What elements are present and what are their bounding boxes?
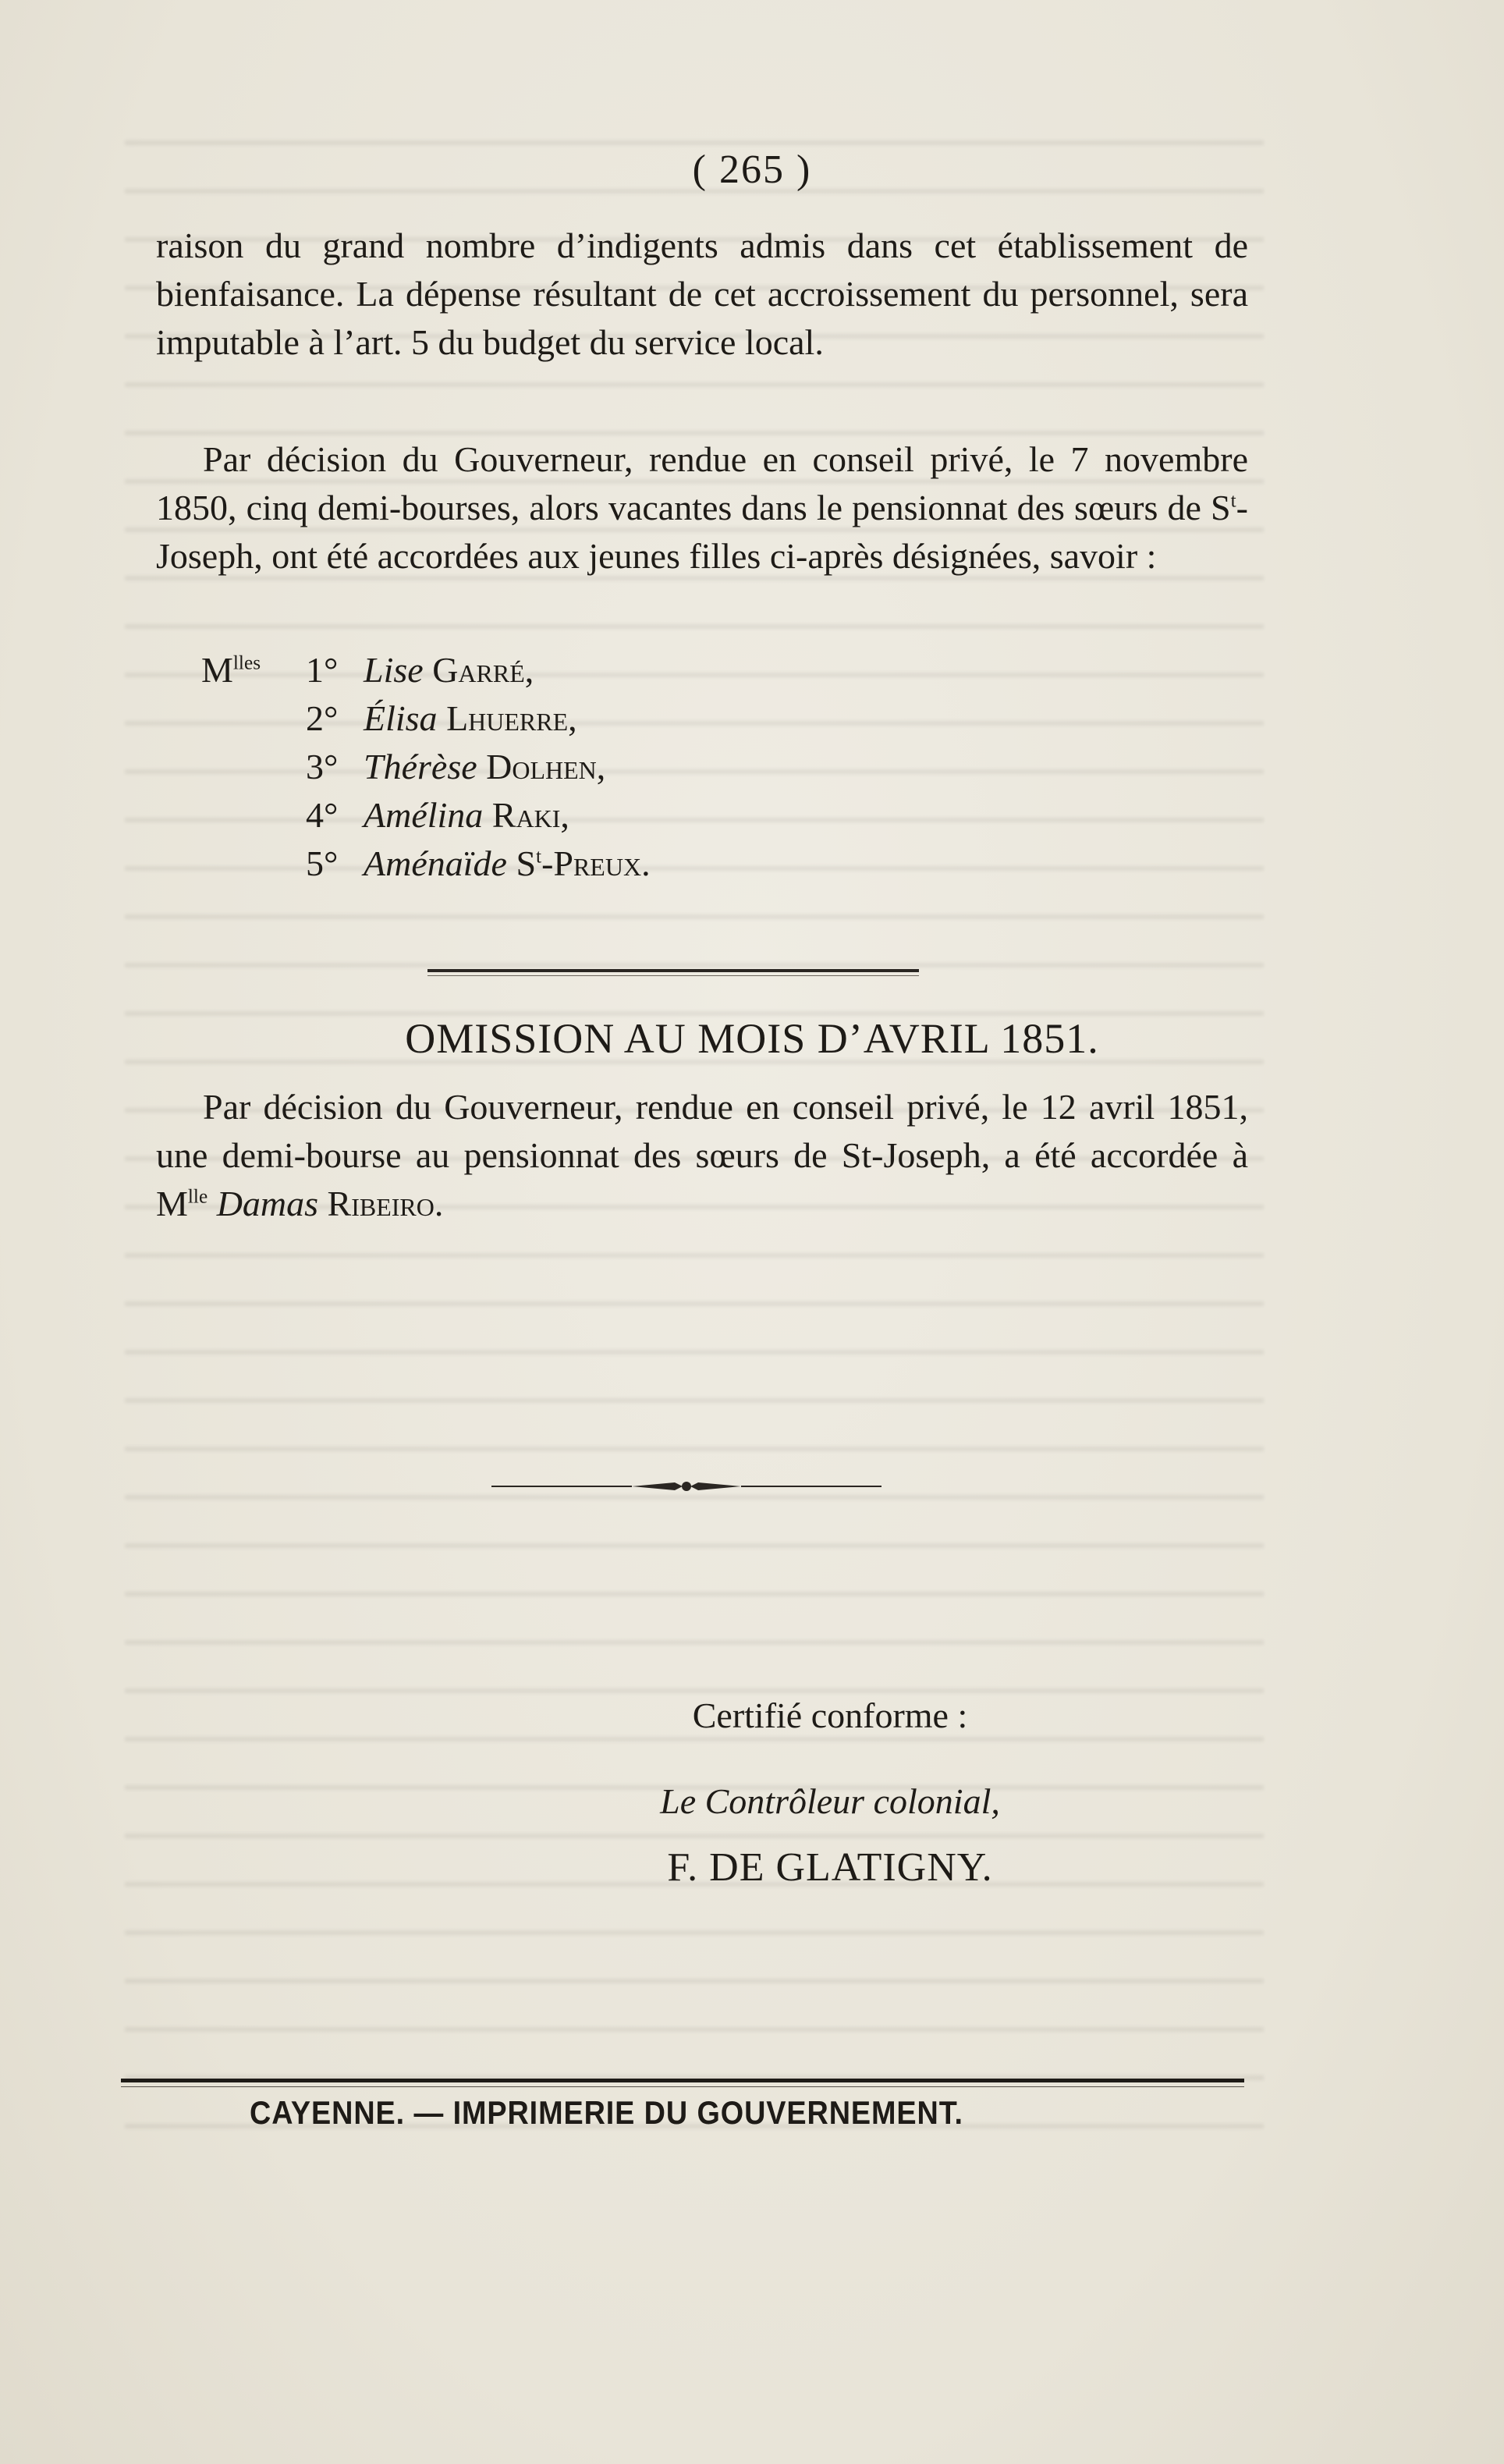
list-prefix: $M^{lles}$ [201, 650, 261, 690]
recipient-name: Amélina Raki, [364, 795, 569, 835]
list-number: 1° [306, 650, 339, 690]
footer-divider [121, 2079, 1244, 2082]
list-number: 5° [306, 843, 339, 883]
superscript: lle [187, 1185, 208, 1208]
printer-imprint: CAYENNE. — IMPRIMERIE DU GOUVERNEMENT. [250, 2094, 963, 2131]
recipient-name: Aménaïde $S^t$-Preux. [364, 843, 651, 883]
recipient-name: Élisa Lhuerre, [364, 698, 577, 738]
certification-title: Le Contrôleur colonial, [660, 1781, 1000, 1821]
list-number: 4° [306, 795, 339, 835]
paragraph-text: -Joseph, ont été accordées aux jeunes filles ci-après désignées, savoir : [156, 488, 1248, 576]
page-number: ( 265 ) [692, 147, 812, 192]
section-divider-thin [427, 975, 919, 976]
list-number: 3° [306, 747, 339, 786]
recipient-first-name: Damas [216, 1184, 319, 1223]
paragraph-text: Par décision du Gouverneur, rendue en conseil privé, le 12 avril 1851, une demi-bourse au pensionnat des sœurs de St-Joseph, a été accordée à M [156, 1087, 1248, 1223]
superscript: t [1230, 489, 1236, 512]
recipient-name: Lise Garré, [364, 650, 534, 690]
ornament-divider [491, 1475, 881, 1498]
section-divider [427, 969, 919, 972]
footer-divider-thin [121, 2086, 1244, 2087]
recipient-name: Thérèse Dolhen, [364, 747, 606, 786]
paragraph-continuation: raison du grand nombre d’indigents admis dans cet établissement de bienfaisance. La dépense résultant de cet accroissement du personnel, sera imputable à l’art. 5 du budget du service local. [156, 225, 1248, 362]
certification-signature: F. DE GLATIGNY. [667, 1845, 993, 1890]
recipient-last-name: Ribeiro [327, 1184, 435, 1223]
paragraph-decision-1851: Par décision du Gouverneur, rendue en conseil privé, le 12 avril 1851, une demi-bourse au pensionnat des sœurs de St-Joseph, a été accordée à $M^{lle}$ Damas Ribeiro. [156, 1087, 1248, 1223]
paragraph-text: Par décision du Gouverneur, rendue en conseil privé, le 7 novembre 1850, cinq demi-bourses, alors vacantes dans le pensionnat des sœurs de S [156, 439, 1248, 527]
list-number: 2° [306, 698, 339, 738]
certification-line: Certifié conforme : [692, 1695, 968, 1735]
paragraph-decision-1850 [156, 435, 1248, 580]
section-heading: OMISSION AU MOIS D’AVRIL 1851. [405, 1015, 1099, 1062]
